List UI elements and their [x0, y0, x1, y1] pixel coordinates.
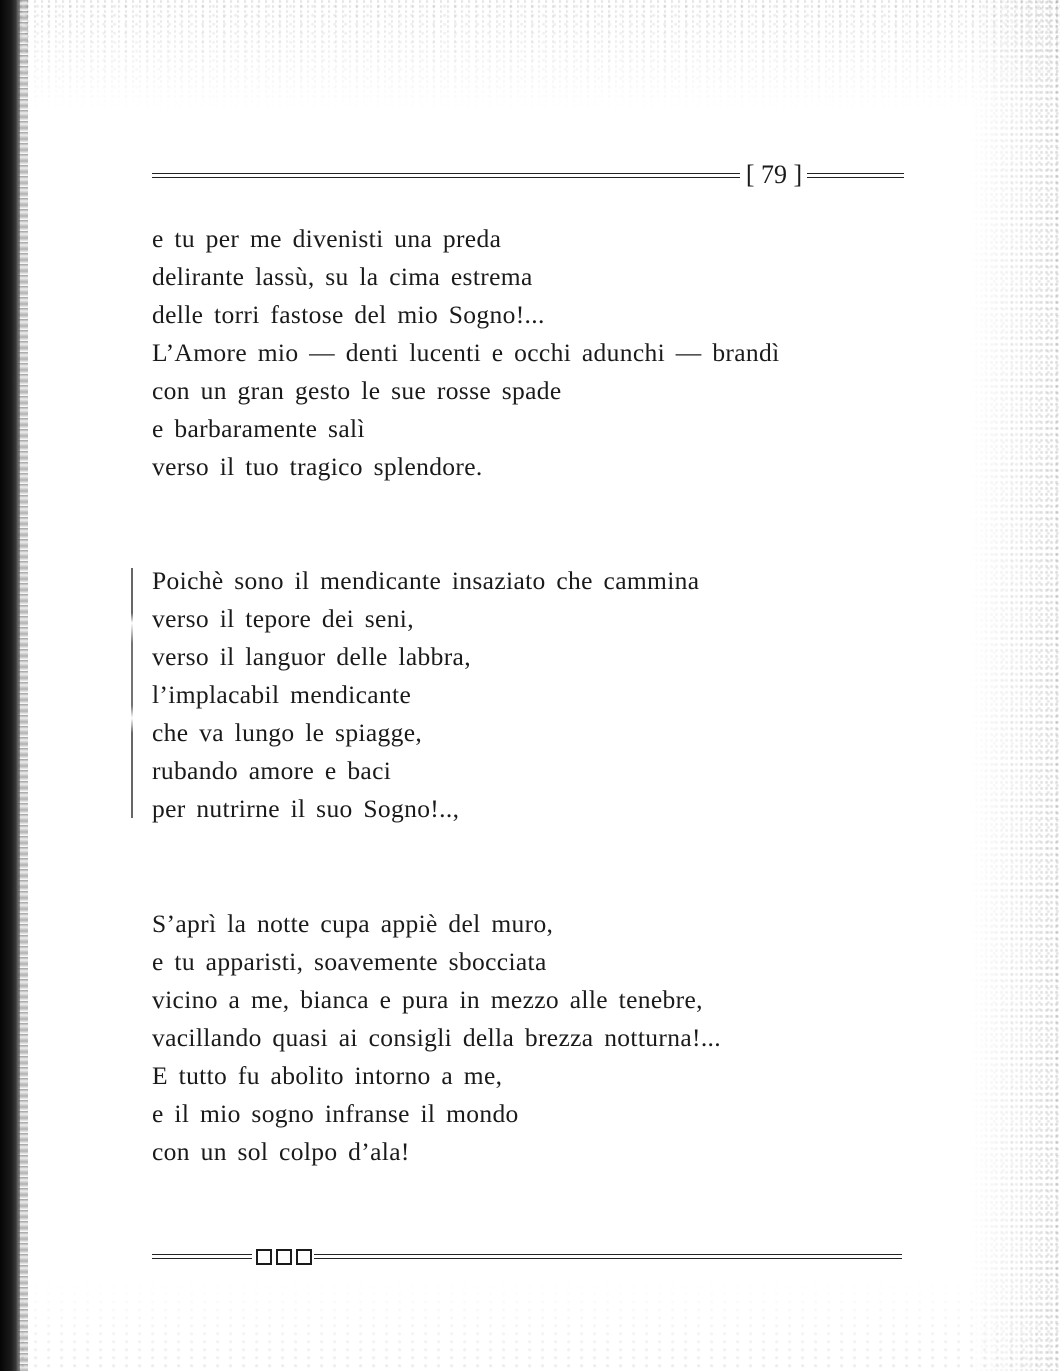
verse-line: vicino a me, bianca e pura in mezzo alle tenebre, [152, 985, 703, 1014]
page-footer-ornament [152, 1248, 902, 1268]
verse-line: con un sol colpo d’ala! [152, 1137, 410, 1166]
verse-line: rubando amore e baci [152, 756, 392, 785]
verse-line: E tutto fu abolito intorno a me, [152, 1061, 503, 1090]
verse-line: e barbaramente salì [152, 414, 365, 443]
page-header [152, 160, 904, 190]
scan-bottom-noise [20, 1281, 1060, 1371]
verse-line: che va lungo le spiagge, [152, 718, 423, 747]
scan-spine-shadow [0, 0, 20, 1371]
scan-spine-fringe [18, 0, 28, 1371]
ornament-square-icon [276, 1249, 292, 1265]
verse-line: per nutrirne il suo Sogno!.., [152, 794, 460, 823]
footer-double-rule-left [152, 1254, 252, 1259]
footer-double-rule-right [314, 1254, 902, 1259]
ornament-squares [256, 1248, 312, 1266]
verse-line: e il mio sogno infranse il mondo [152, 1099, 519, 1128]
ornament-square-icon [256, 1249, 272, 1265]
header-double-rule-left [152, 173, 740, 178]
scan-right-noise [970, 0, 1060, 1371]
verse-line: con un gran gesto le sue rosse spade [152, 376, 562, 405]
ornament-square-icon [296, 1249, 312, 1265]
verse-line: l’implacabil mendicante [152, 680, 412, 709]
stanza-2 [152, 562, 699, 828]
stanza-1 [152, 220, 780, 486]
verse-line: Poichè sono il mendicante insaziato che cammina [152, 566, 700, 595]
verse-line: S’aprì la notte cupa appiè del muro, [152, 909, 554, 938]
verse-line: e tu apparisti, soavemente sbocciata [152, 947, 547, 976]
verse-line: verso il languor delle labbra, [152, 642, 471, 671]
stanza-3 [152, 905, 721, 1171]
margin-pencil-mark [131, 568, 133, 818]
verse-line: vacillando quasi ai consigli della brezza notturna!... [152, 1023, 721, 1052]
header-double-rule-right [807, 173, 904, 178]
page-number: [ 79 ] [745, 160, 803, 189]
verse-line: e tu per me divenisti una preda [152, 224, 502, 253]
verse-line: verso il tepore dei seni, [152, 604, 414, 633]
verse-line: delle torri fastose del mio Sogno!... [152, 300, 545, 329]
verse-line: delirante lassù, su la cima estrema [152, 262, 533, 291]
verse-line: verso il tuo tragico splendore. [152, 452, 483, 481]
scan-top-noise [20, 0, 1060, 110]
verse-line: L’Amore mio — denti lucenti e occhi adunchi — brandì [152, 338, 780, 367]
